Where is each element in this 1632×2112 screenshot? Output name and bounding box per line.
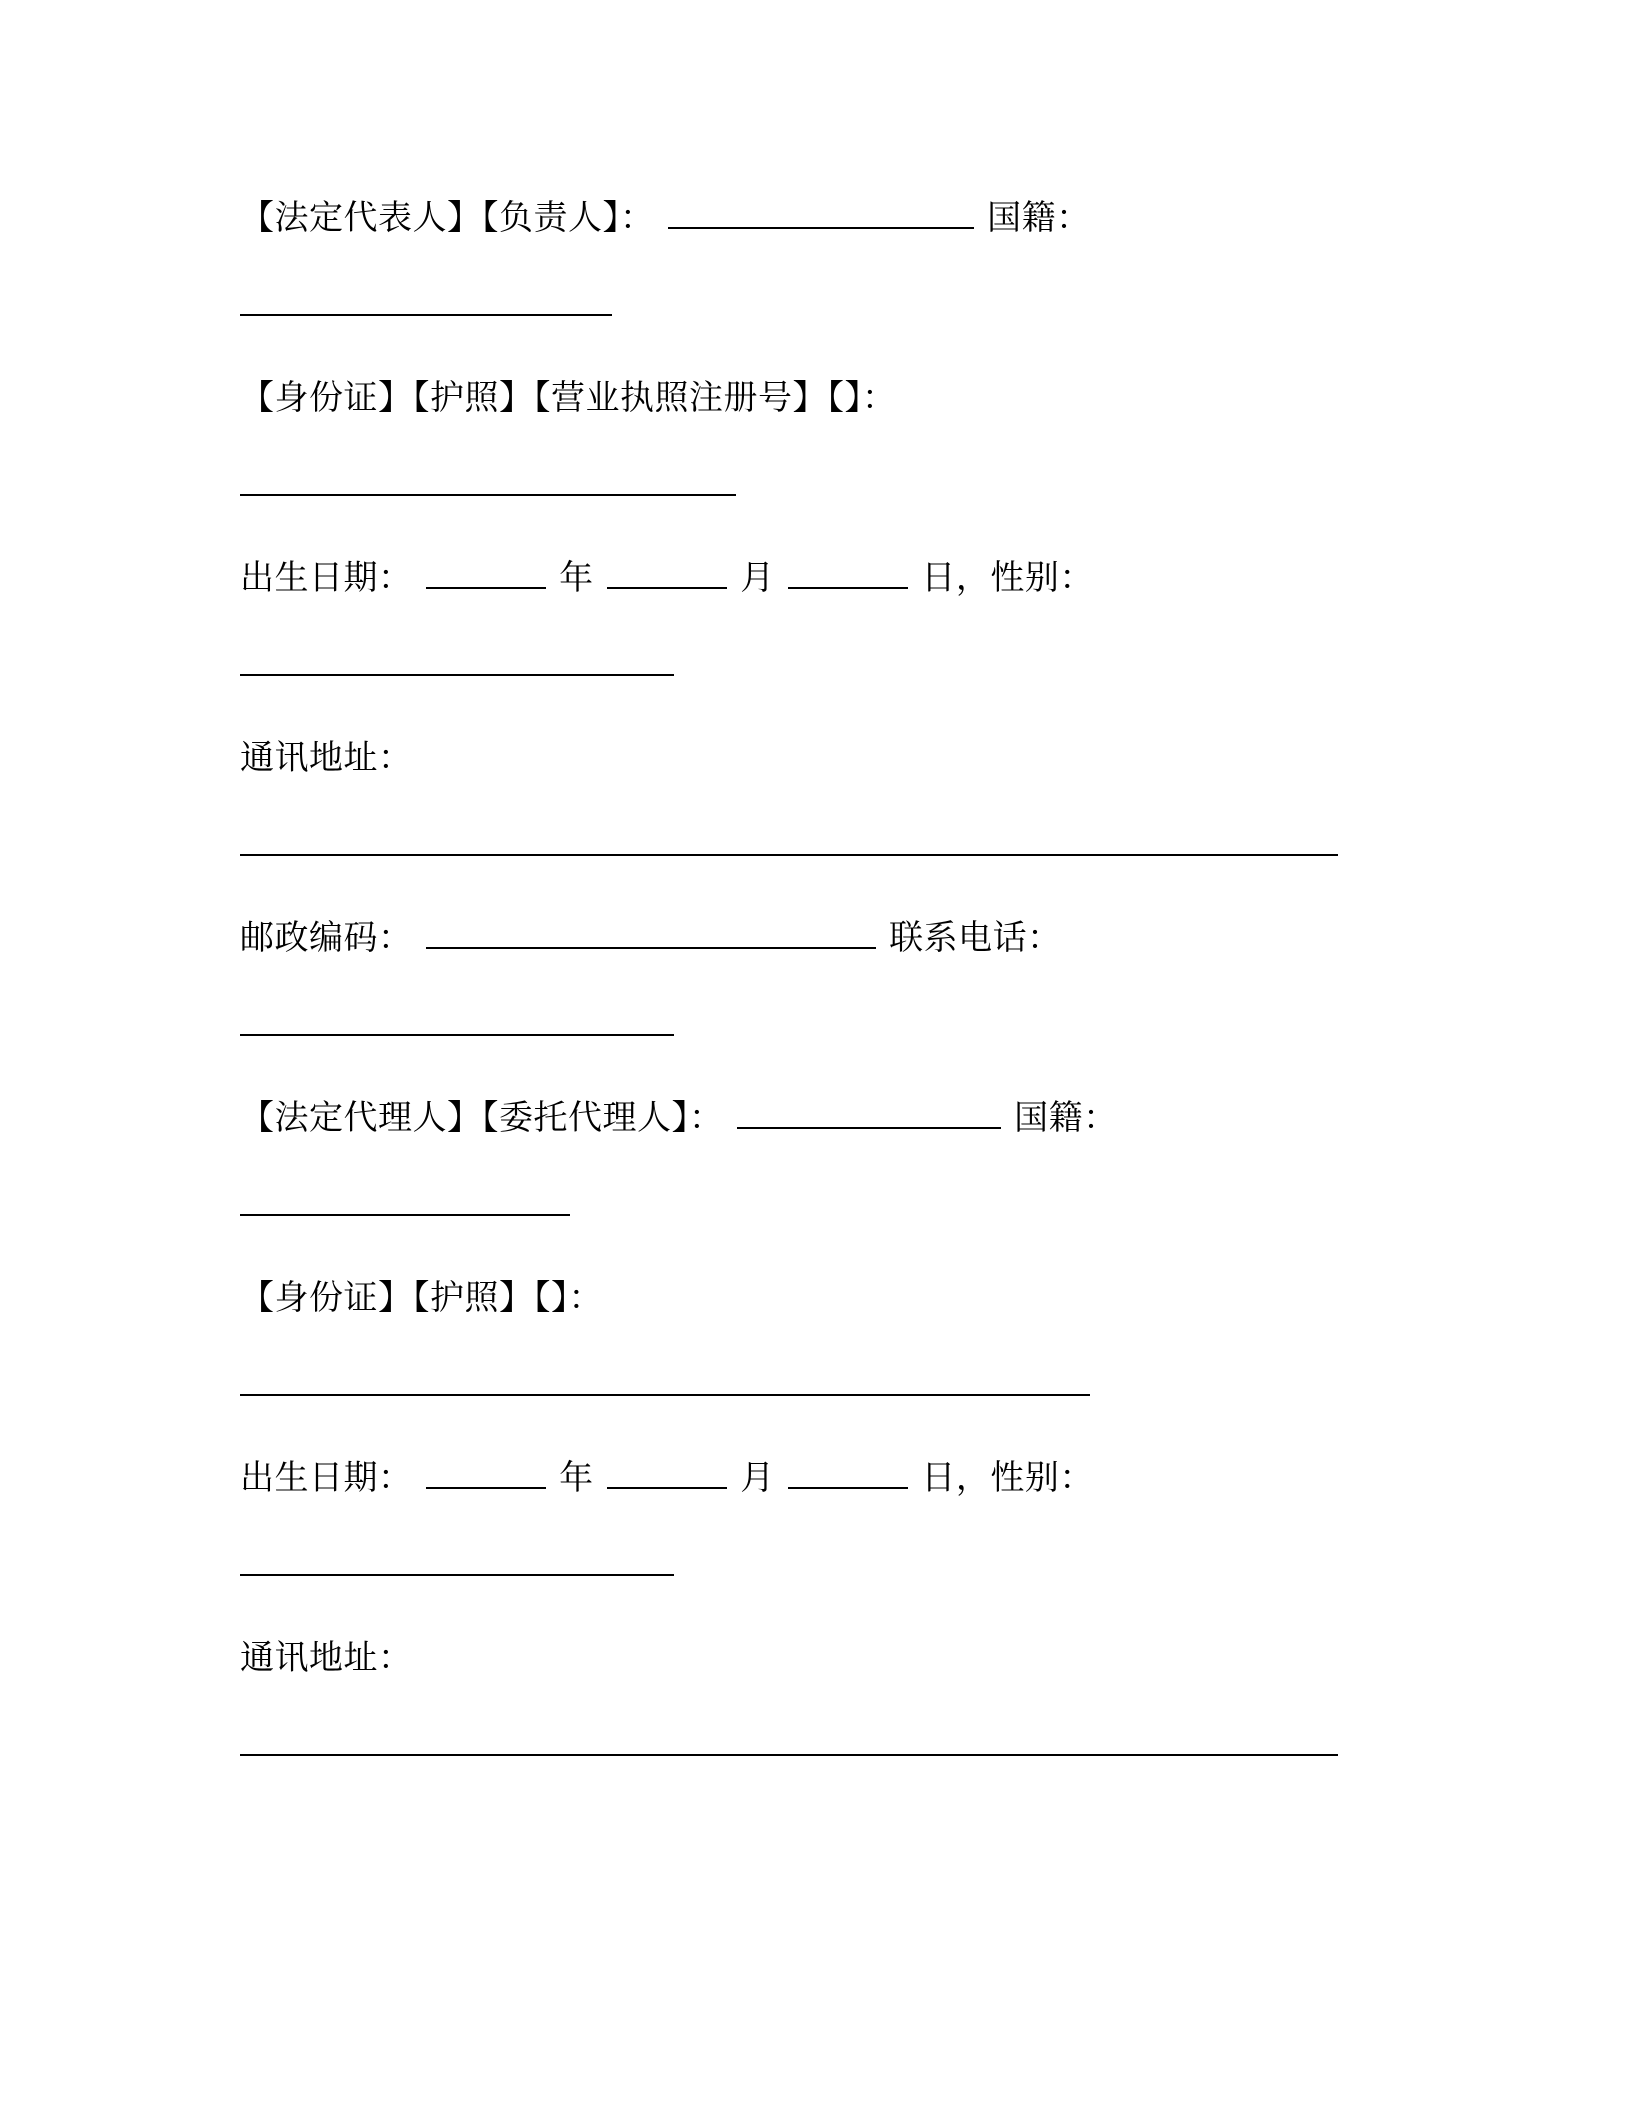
agent-line bbox=[240, 1092, 1118, 1144]
day-gender-label: 日，性别： bbox=[921, 558, 1094, 598]
address-blank[interactable] bbox=[240, 854, 1338, 856]
postal-phone-line bbox=[240, 912, 1062, 964]
agent-birth-year-blank[interactable] bbox=[426, 1457, 546, 1489]
birth-month-blank[interactable] bbox=[607, 557, 727, 589]
agent-address-label: 通讯地址： bbox=[240, 1638, 413, 1678]
address-label: 通讯地址： bbox=[240, 738, 413, 778]
nationality-blank[interactable] bbox=[240, 314, 612, 316]
year-label: 年 bbox=[559, 558, 594, 598]
id-document-label: 【身份证】【护照】【营业执照注册号】【】： bbox=[240, 378, 897, 418]
agent-nationality-label: 国籍： bbox=[1014, 1098, 1118, 1138]
agent-birth-month-blank[interactable] bbox=[607, 1457, 727, 1489]
address-line bbox=[240, 732, 413, 784]
legal-representative-blank[interactable] bbox=[668, 197, 974, 229]
birth-date-label: 出生日期： bbox=[240, 558, 413, 598]
gender-blank[interactable] bbox=[240, 674, 674, 676]
postal-code-label: 邮政编码： bbox=[240, 918, 413, 958]
legal-representative-line bbox=[240, 192, 1091, 244]
phone-label: 联系电话： bbox=[889, 918, 1062, 958]
id-document-line bbox=[240, 372, 897, 424]
phone-blank[interactable] bbox=[240, 1034, 674, 1036]
id-document-blank[interactable] bbox=[240, 494, 736, 496]
month-label: 月 bbox=[740, 558, 775, 598]
agent-birth-date-line bbox=[240, 1452, 1094, 1504]
agent-id-label: 【身份证】【护照】【】： bbox=[240, 1278, 603, 1318]
legal-representative-label: 【法定代表人】【负责人】： bbox=[240, 198, 655, 238]
nationality-label: 国籍： bbox=[987, 198, 1091, 238]
agent-blank[interactable] bbox=[737, 1097, 1001, 1129]
agent-address-line bbox=[240, 1632, 413, 1684]
agent-birth-date-label: 出生日期： bbox=[240, 1458, 413, 1498]
agent-year-label: 年 bbox=[559, 1458, 594, 1498]
agent-id-blank[interactable] bbox=[240, 1394, 1090, 1396]
agent-birth-day-blank[interactable] bbox=[788, 1457, 908, 1489]
birth-date-line bbox=[240, 552, 1094, 604]
agent-id-line bbox=[240, 1272, 603, 1324]
birth-year-blank[interactable] bbox=[426, 557, 546, 589]
agent-nationality-blank[interactable] bbox=[240, 1214, 570, 1216]
agent-address-blank[interactable] bbox=[240, 1754, 1338, 1756]
postal-code-blank[interactable] bbox=[426, 917, 876, 949]
agent-label: 【法定代理人】【委托代理人】： bbox=[240, 1098, 724, 1138]
birth-day-blank[interactable] bbox=[788, 557, 908, 589]
agent-month-label: 月 bbox=[740, 1458, 775, 1498]
agent-gender-blank[interactable] bbox=[240, 1574, 674, 1576]
agent-day-gender-label: 日，性别： bbox=[921, 1458, 1094, 1498]
